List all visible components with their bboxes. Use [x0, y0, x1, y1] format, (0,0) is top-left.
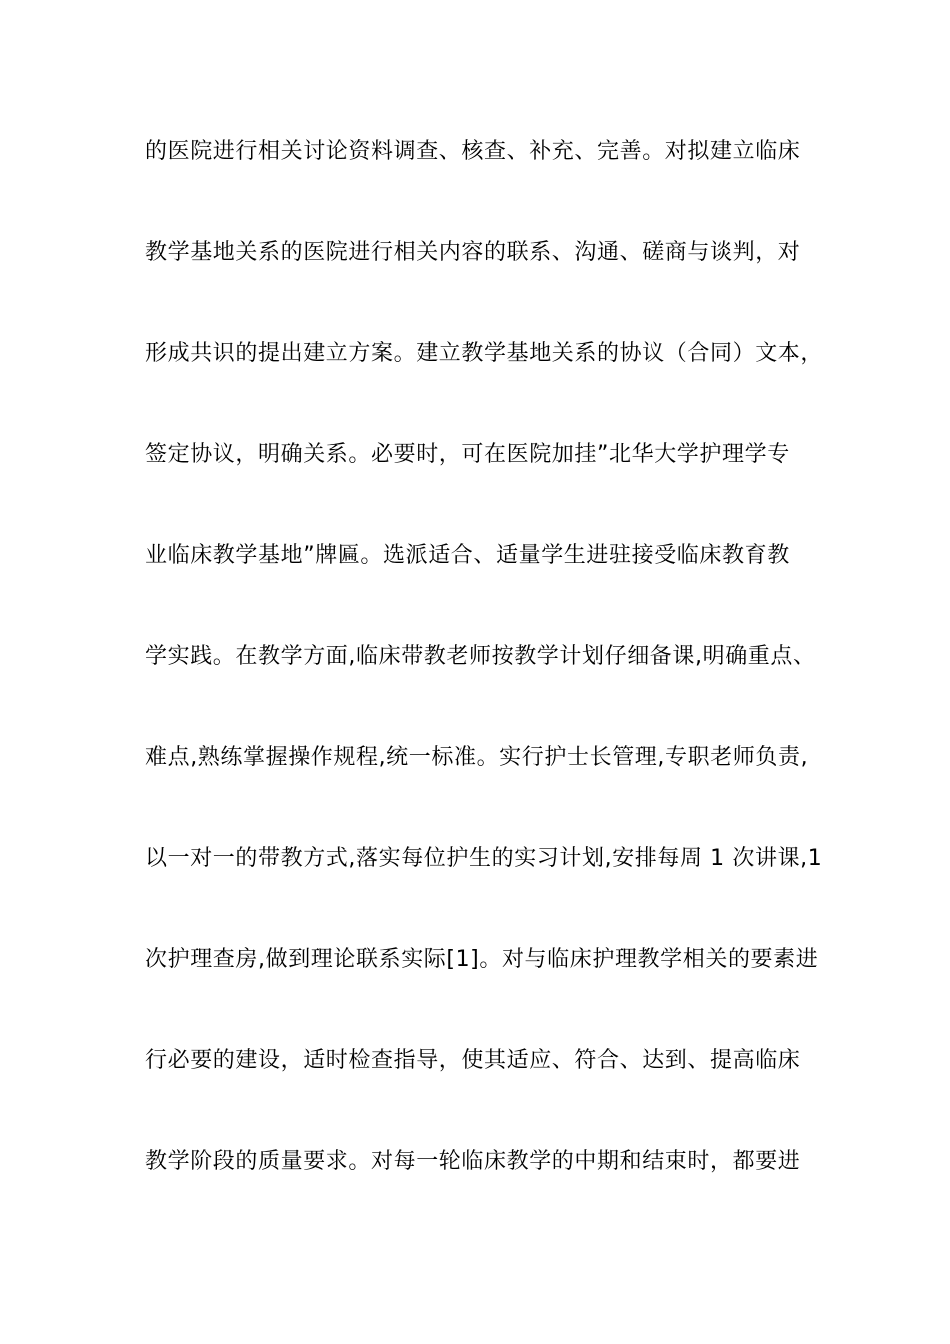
text-line: 以一对一的带教方式,落实每位护生的实习计划,安排每周 1 次讲课,1	[145, 846, 823, 871]
text-line: 难点,熟练掌握操作规程,统一标准。实行护士长管理,专职老师负责,	[145, 745, 809, 770]
text-line: 的医院进行相关讨论资料调查、核查、补充、完善。对拟建立临床	[145, 139, 801, 164]
text-line: 行必要的建设，适时检查指导，使其适应、符合、达到、提高临床	[145, 1048, 801, 1073]
text-line: 签定协议，明确关系。必要时，可在医院加挂”北华大学护理学专	[145, 442, 790, 467]
text-line: 业临床教学基地”牌匾。选派适合、适量学生进驻接受临床教育教	[145, 543, 790, 568]
text-line: 学实践。在教学方面,临床带教老师按教学计划仔细备课,明确重点、	[145, 644, 816, 669]
text-line: 形成共识的提出建立方案。建立教学基地关系的协议（合同）文本，	[145, 341, 824, 366]
text-line: 教学基地关系的医院进行相关内容的联系、沟通、磋商与谈判，对	[145, 240, 801, 265]
text-line: 次护理查房,做到理论联系实际[1]。对与临床护理教学相关的要素进	[145, 947, 819, 972]
text-line: 教学阶段的质量要求。对每一轮临床教学的中期和结束时，都要进	[145, 1149, 801, 1174]
body-text	[145, 128, 825, 1239]
